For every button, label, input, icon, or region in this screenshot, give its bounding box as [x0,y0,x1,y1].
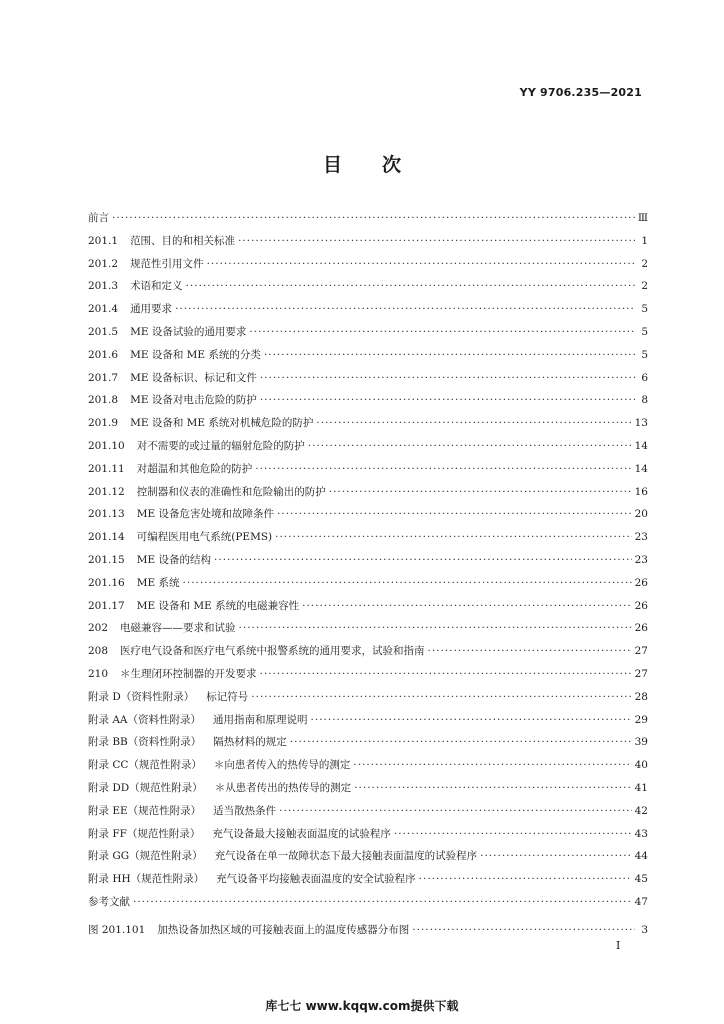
toc-leader-dots [214,549,632,572]
toc-entry-page: Ⅲ [637,212,648,224]
toc-leader-dots [186,275,635,298]
toc-entry-page: 8 [641,394,648,407]
toc-entry-number: 附录 FF（规范性附录） [88,827,201,840]
toc-entry-title: 标记符号 [206,690,249,703]
toc-entry[interactable] [88,754,648,777]
toc-entry-title: ＊向患者传入的热传导的测定 [213,759,351,772]
toc-entry-title: 对超温和其他危险的防护 [136,462,253,475]
toc-entry-page: 28 [634,690,648,703]
toc-entry-number: 201.9 [88,417,119,430]
toc-entry-page: 23 [634,553,648,566]
toc-leader-dots [260,367,635,390]
toc-entry-title: 控制器和仪表的准确性和危险输出的防护 [136,485,326,498]
page-number: I [616,939,621,952]
toc-entry-page: 16 [634,485,648,498]
toc-entry[interactable] [88,367,648,390]
toc-entry-title: ME 设备标识、标记和文件 [130,371,257,384]
toc-title-part2: 次 [382,154,402,176]
toc-entry-number: 201.10 [88,439,125,452]
toc-leader-dots [183,572,632,595]
toc-title-part1: 目 [322,154,342,176]
toc-entry[interactable] [88,412,648,435]
toc-entry-number: 201.14 [88,531,125,544]
toc-entry-number: 201.1 [88,234,119,247]
toc-entry-page: 27 [634,645,648,658]
toc-entry[interactable] [88,503,648,526]
toc-entry-number: 附录 AA（资料性附录） [88,713,202,726]
toc-entry-number: 201.6 [88,348,119,361]
toc-leader-dots [428,640,632,663]
toc-entry-title: 通用要求 [130,303,173,316]
toc-entry-title: 参考文献 [88,895,130,908]
toc-leader-dots [260,389,635,412]
toc-entry[interactable] [88,823,648,846]
toc-entry-number: 201.4 [88,303,119,316]
toc-entry-page: 42 [634,804,648,817]
toc-leader-dots [480,845,632,868]
toc-entry-title: ME 设备和 ME 系统对机械危险的防护 [130,417,314,430]
figure-list [88,919,648,942]
toc-entry[interactable] [88,549,648,572]
toc-entry-page: 5 [641,348,648,361]
toc-leader-dots [316,412,631,435]
toc-entry-title: 术语和定义 [130,280,183,293]
toc-entry[interactable] [88,777,648,800]
toc-title [0,150,724,177]
toc-entry[interactable] [88,298,648,321]
toc-entry-number: 201.15 [88,553,125,566]
toc-entry-number: 201.7 [88,371,119,384]
toc-entry-number: 201.13 [88,508,125,521]
toc-entry-title: 隔热材料的规定 [213,736,287,749]
toc-leader-dots [255,458,631,481]
toc-entry-number: 201.3 [88,280,119,293]
toc-leader-dots [249,321,635,344]
toc-entry-title: 电磁兼容——要求和试验 [120,622,236,635]
toc-entry[interactable] [88,572,648,595]
toc-entry[interactable] [88,663,648,686]
toc-entry[interactable] [88,686,648,709]
toc-entry-title: 规范性引用文件 [130,257,204,270]
toc-entry[interactable] [88,481,648,504]
toc-entry-title: 加热设备加热区域的可接触表面上的温度传感器分布图 [157,924,410,936]
toc-leader-dots [275,526,632,549]
toc-entry-title: ME 设备危害处境和故障条件 [136,508,275,521]
toc-entry-page: 26 [634,576,648,589]
toc-entry-title: 对不需要的或过量的辐射危险的防护 [136,439,305,452]
toc-entry-title: 前言 [88,212,109,224]
toc-entry-number: 图 201.101 [88,924,146,936]
toc-entry[interactable] [88,458,648,481]
toc-leader-dots [279,800,631,823]
toc-entry-number: 201.2 [88,257,119,270]
toc-entry-page: 41 [634,781,648,794]
toc-entry-title: ME 设备对电击危险的防护 [130,394,257,407]
toc-entry-page: 2 [641,257,648,270]
toc-leader-dots [238,230,635,253]
toc-entry-title: ME 设备的结构 [136,553,212,566]
toc-entry-number: 附录 HH（规范性附录） [88,873,205,886]
toc-entry-number: 201.16 [88,576,125,589]
toc-entry[interactable] [88,275,648,298]
toc-entry-number: 201.17 [88,599,125,612]
toc-leader-dots [133,891,632,914]
toc-leader-dots [329,481,632,504]
toc-leader-dots [394,823,632,846]
toc-entry-title: 充气设备平均接触表面温度的安全试验程序 [216,873,416,886]
toc-entry-title: 范围、目的和相关标准 [130,234,236,247]
toc-leader-dots [290,731,632,754]
toc-entry-number: 附录 GG（规范性附录） [88,850,203,863]
toc-entry-page: 26 [634,599,648,612]
toc-entry-number: 208 [88,645,109,658]
toc-entry-number: 附录 D（资料性附录） [88,690,195,703]
toc-leader-dots [412,919,635,942]
toc-entry[interactable] [88,435,648,458]
toc-entry-page: 5 [641,303,648,316]
toc-leader-dots [175,298,635,321]
toc-entry[interactable] [88,891,648,914]
toc-entry[interactable] [88,919,648,942]
toc-entry-title: ME 设备试验的通用要求 [130,325,247,338]
toc-entry-number: 210 [88,667,109,680]
toc-entry-title: 医疗电气设备和医疗电气系统中报警系统的通用要求，试验和指南 [120,645,425,658]
toc-entry[interactable] [88,800,648,823]
toc-entry-page: 2 [641,280,648,293]
toc-entry-page: 20 [634,508,648,521]
toc-entry[interactable] [88,640,648,663]
toc-entry-page: 45 [634,873,648,886]
toc-entry-page: 13 [634,417,648,430]
toc-leader-dots [207,253,635,276]
toc-leader-dots [112,207,635,230]
toc-entry-title: ME 设备和 ME 系统的电磁兼容性 [136,599,300,612]
toc-leader-dots [264,344,635,367]
toc-entry-number: 201.11 [88,462,125,475]
toc-entry-title: ＊生理闭环控制器的开发要求 [120,667,257,680]
toc-entry-title: ME 系统 [136,576,180,589]
toc-entry-page: 27 [634,667,648,680]
toc-entry-page: 1 [641,234,648,247]
toc-entry[interactable] [88,731,648,754]
toc-entry-page: 26 [634,622,648,635]
toc-entry-number: 201.8 [88,394,119,407]
toc-leader-dots [239,617,632,640]
toc-entry-number: 附录 EE（规范性附录） [88,804,202,817]
toc-entry-title: ＊从患者传出的热传导的测定 [214,781,352,794]
toc-entry-page: 43 [634,827,648,840]
toc-entry[interactable] [88,344,648,367]
toc-entry-page: 23 [634,531,648,544]
toc-entry-page: 14 [634,439,648,452]
toc-entry[interactable] [88,617,648,640]
footer-watermark: 库七七 www.kqqw.com提供下载 [265,999,459,1013]
toc-entry-page: 47 [634,895,648,908]
toc-entry-page: 14 [634,462,648,475]
toc-entry-page: 39 [634,736,648,749]
toc-entry-title: 可编程医用电气系统(PEMS) [136,531,273,544]
toc-leader-dots [353,754,631,777]
toc-leader-dots [419,868,632,891]
toc-entry-title: 适当散热条件 [213,804,277,817]
toc-entry[interactable] [88,321,648,344]
toc-entry[interactable] [88,595,648,618]
toc-leader-dots [354,777,631,800]
toc-leader-dots [311,709,632,732]
toc-entry[interactable] [88,389,648,412]
toc-entry-page: 6 [641,371,648,384]
toc-entry[interactable] [88,253,648,276]
toc-entry-number: 附录 DD（规范性附录） [88,781,203,794]
toc-entry-title: 充气设备在单一故障状态下最大接触表面温度的试验程序 [214,850,478,863]
toc-entry[interactable] [88,207,648,230]
toc-entry[interactable] [88,526,648,549]
toc-entry-number: 附录 CC（规范性附录） [88,759,202,772]
toc-entry-page: 40 [634,759,648,772]
toc-entry-title: ME 设备和 ME 系统的分类 [130,348,261,361]
toc-entry-number: 202 [88,622,109,635]
toc-entry-page: 29 [634,713,648,726]
toc-entry-page: 3 [641,924,648,936]
toc-leader-dots [260,663,632,686]
toc-entry-title: 充气设备最大接触表面温度的试验程序 [212,827,391,840]
toc-entry[interactable] [88,845,648,868]
toc-entry[interactable] [88,709,648,732]
toc-leader-dots [302,595,632,618]
toc-entry-page: 44 [634,850,648,863]
toc-entry-number: 附录 BB（资料性附录） [88,736,202,749]
toc-leader-dots [277,503,632,526]
toc-entry[interactable] [88,868,648,891]
toc-entry-title: 通用指南和原理说明 [213,713,308,726]
toc-leader-dots [251,686,631,709]
toc-list [88,207,648,914]
toc-entry-number: 201.5 [88,325,119,338]
toc-entry-page: 5 [641,325,648,338]
toc-entry-number: 201.12 [88,485,125,498]
toc-leader-dots [308,435,632,458]
toc-entry[interactable] [88,230,648,253]
standard-number: YY 9706.235—2021 [519,86,642,99]
